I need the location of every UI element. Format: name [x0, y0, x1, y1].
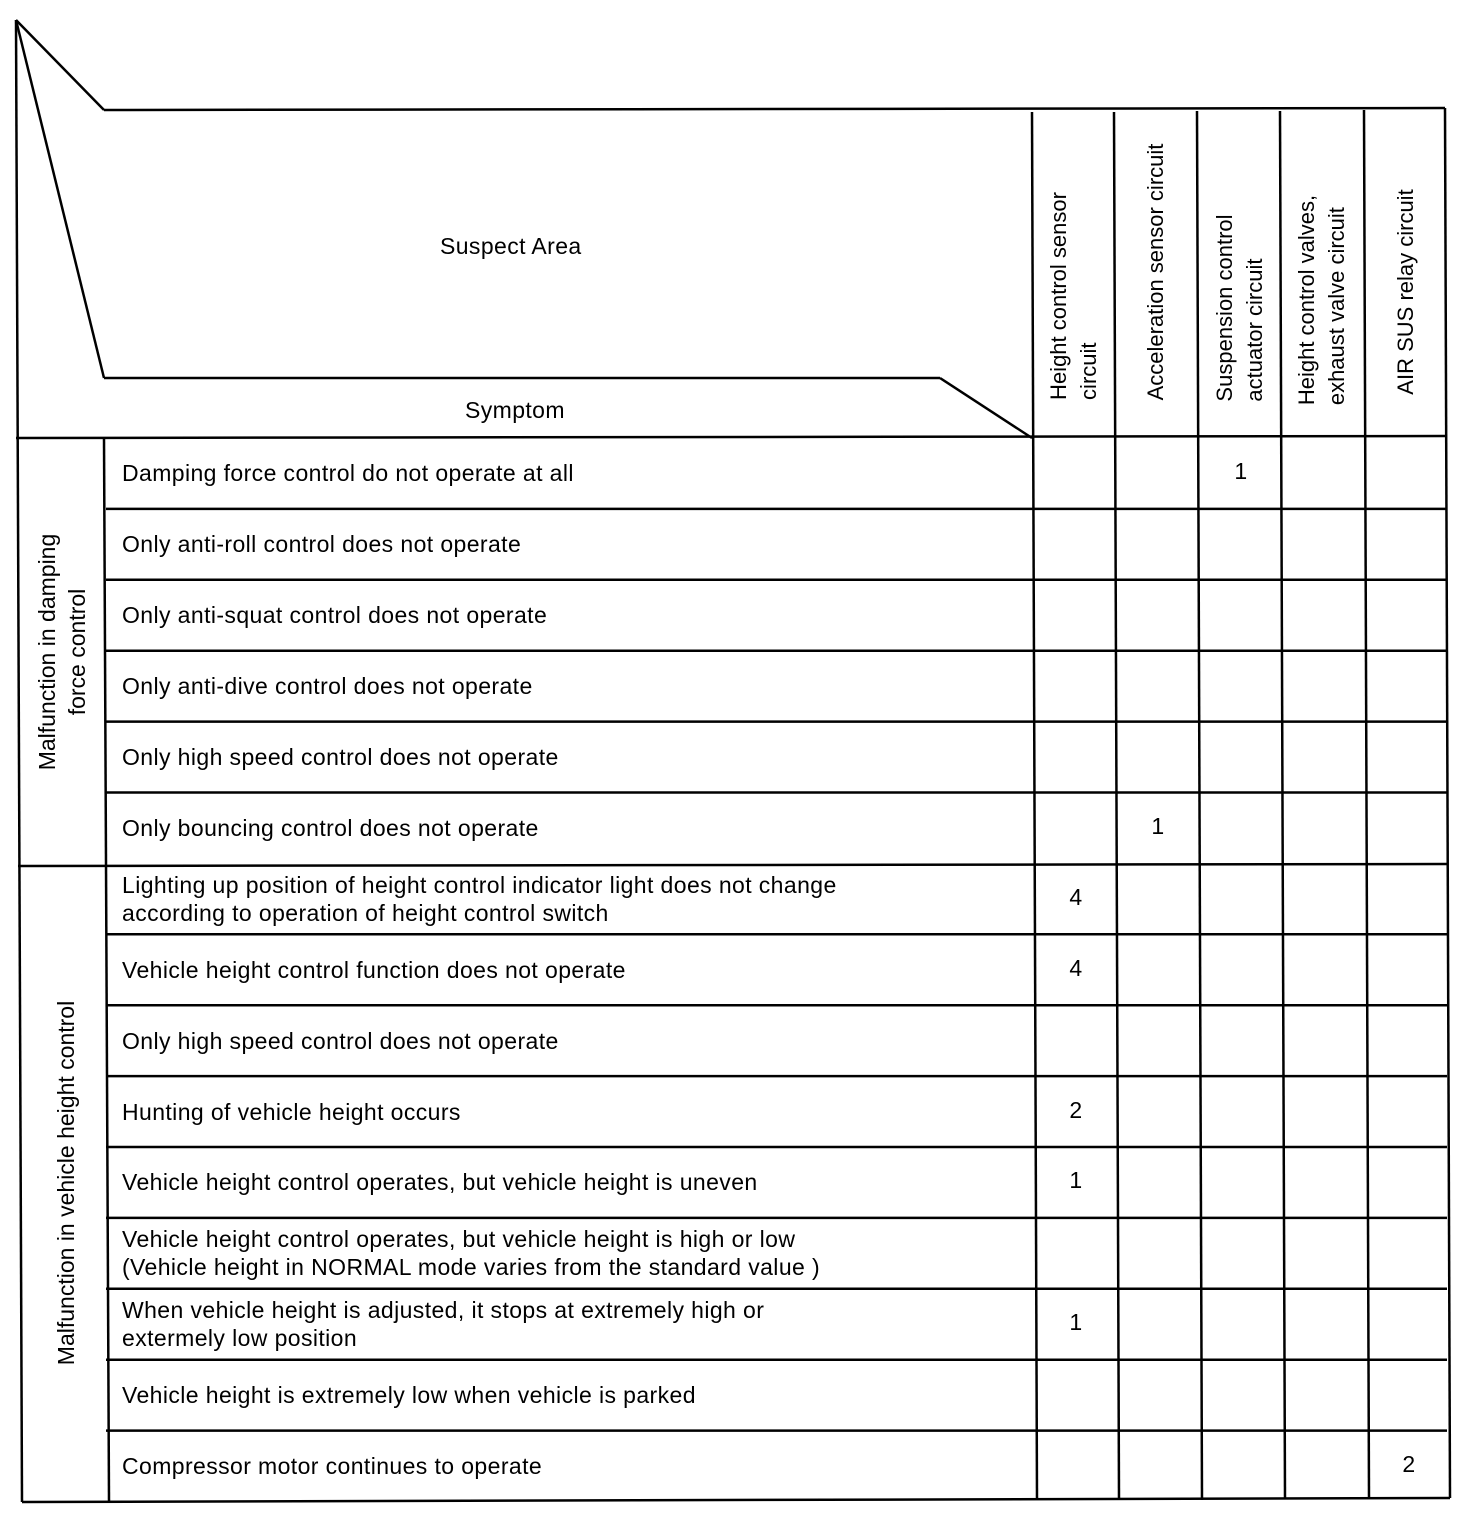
symptom-cell: Only anti-squat control does not operate: [122, 602, 548, 629]
value-cell: 4: [1069, 883, 1083, 910]
value-cell: 1: [1234, 458, 1248, 485]
symptom-cell: Lighting up position of height control indicator light does not change according to operation of height control switch: [122, 871, 837, 926]
column-header-suspension-control-actuator: Suspension control actuator circuit: [1212, 214, 1267, 402]
symptom-cell: Hunting of vehicle height occurs: [122, 1098, 461, 1125]
symptom-cell: Vehicle height control operates, but vehicle height is high or low (Vehicle height in NORMAL mode varies from the standard value ): [122, 1226, 821, 1281]
symptom-cell: Compressor motor continues to operate: [122, 1453, 543, 1480]
symptom-cell: Only anti-roll control does not operate: [122, 531, 522, 558]
value-cell: 2: [1402, 1451, 1416, 1478]
symptom-label: Symptom: [465, 397, 565, 423]
group-label-vehicle-height: Malfunction in vehicle height control: [53, 1000, 79, 1366]
symptom-cell: Vehicle height is extremely low when vehicle is parked: [122, 1382, 696, 1409]
column-header-acceleration-sensor: Acceleration sensor circuit: [1143, 143, 1168, 401]
symptom-cell: Only high speed control does not operate: [122, 744, 559, 771]
symptom-cell: Only high speed control does not operate: [122, 1027, 559, 1054]
symptom-cell: Only anti-dive control does not operate: [122, 673, 533, 700]
symptom-cell: When vehicle height is adjusted, it stops at extremely high or extermely low position: [122, 1297, 765, 1352]
value-cell: 1: [1151, 812, 1165, 839]
symptom-cell: Only bouncing control does not operate: [122, 814, 539, 841]
column-header-height-control-valves: Height control valves, exhaust valve circuit: [1294, 194, 1349, 406]
group-label-damping-force: Malfunction in damping force control: [34, 533, 90, 771]
symptom-cell: Damping force control do not operate at all: [122, 460, 574, 487]
value-cell: 1: [1069, 1167, 1083, 1194]
value-cell: 1: [1069, 1309, 1083, 1336]
suspect-area-label: Suspect Area: [440, 233, 582, 259]
symptom-cell: Vehicle height control function does not operate: [122, 956, 626, 983]
column-header-height-control-sensor: Height control sensor circuit: [1046, 192, 1101, 400]
value-cell: 4: [1069, 954, 1083, 981]
value-cell: 2: [1069, 1096, 1083, 1123]
column-header-air-sus-relay: AIR SUS relay circuit: [1393, 189, 1418, 395]
symptom-cell: Vehicle height control operates, but vehicle height is uneven: [122, 1169, 758, 1196]
